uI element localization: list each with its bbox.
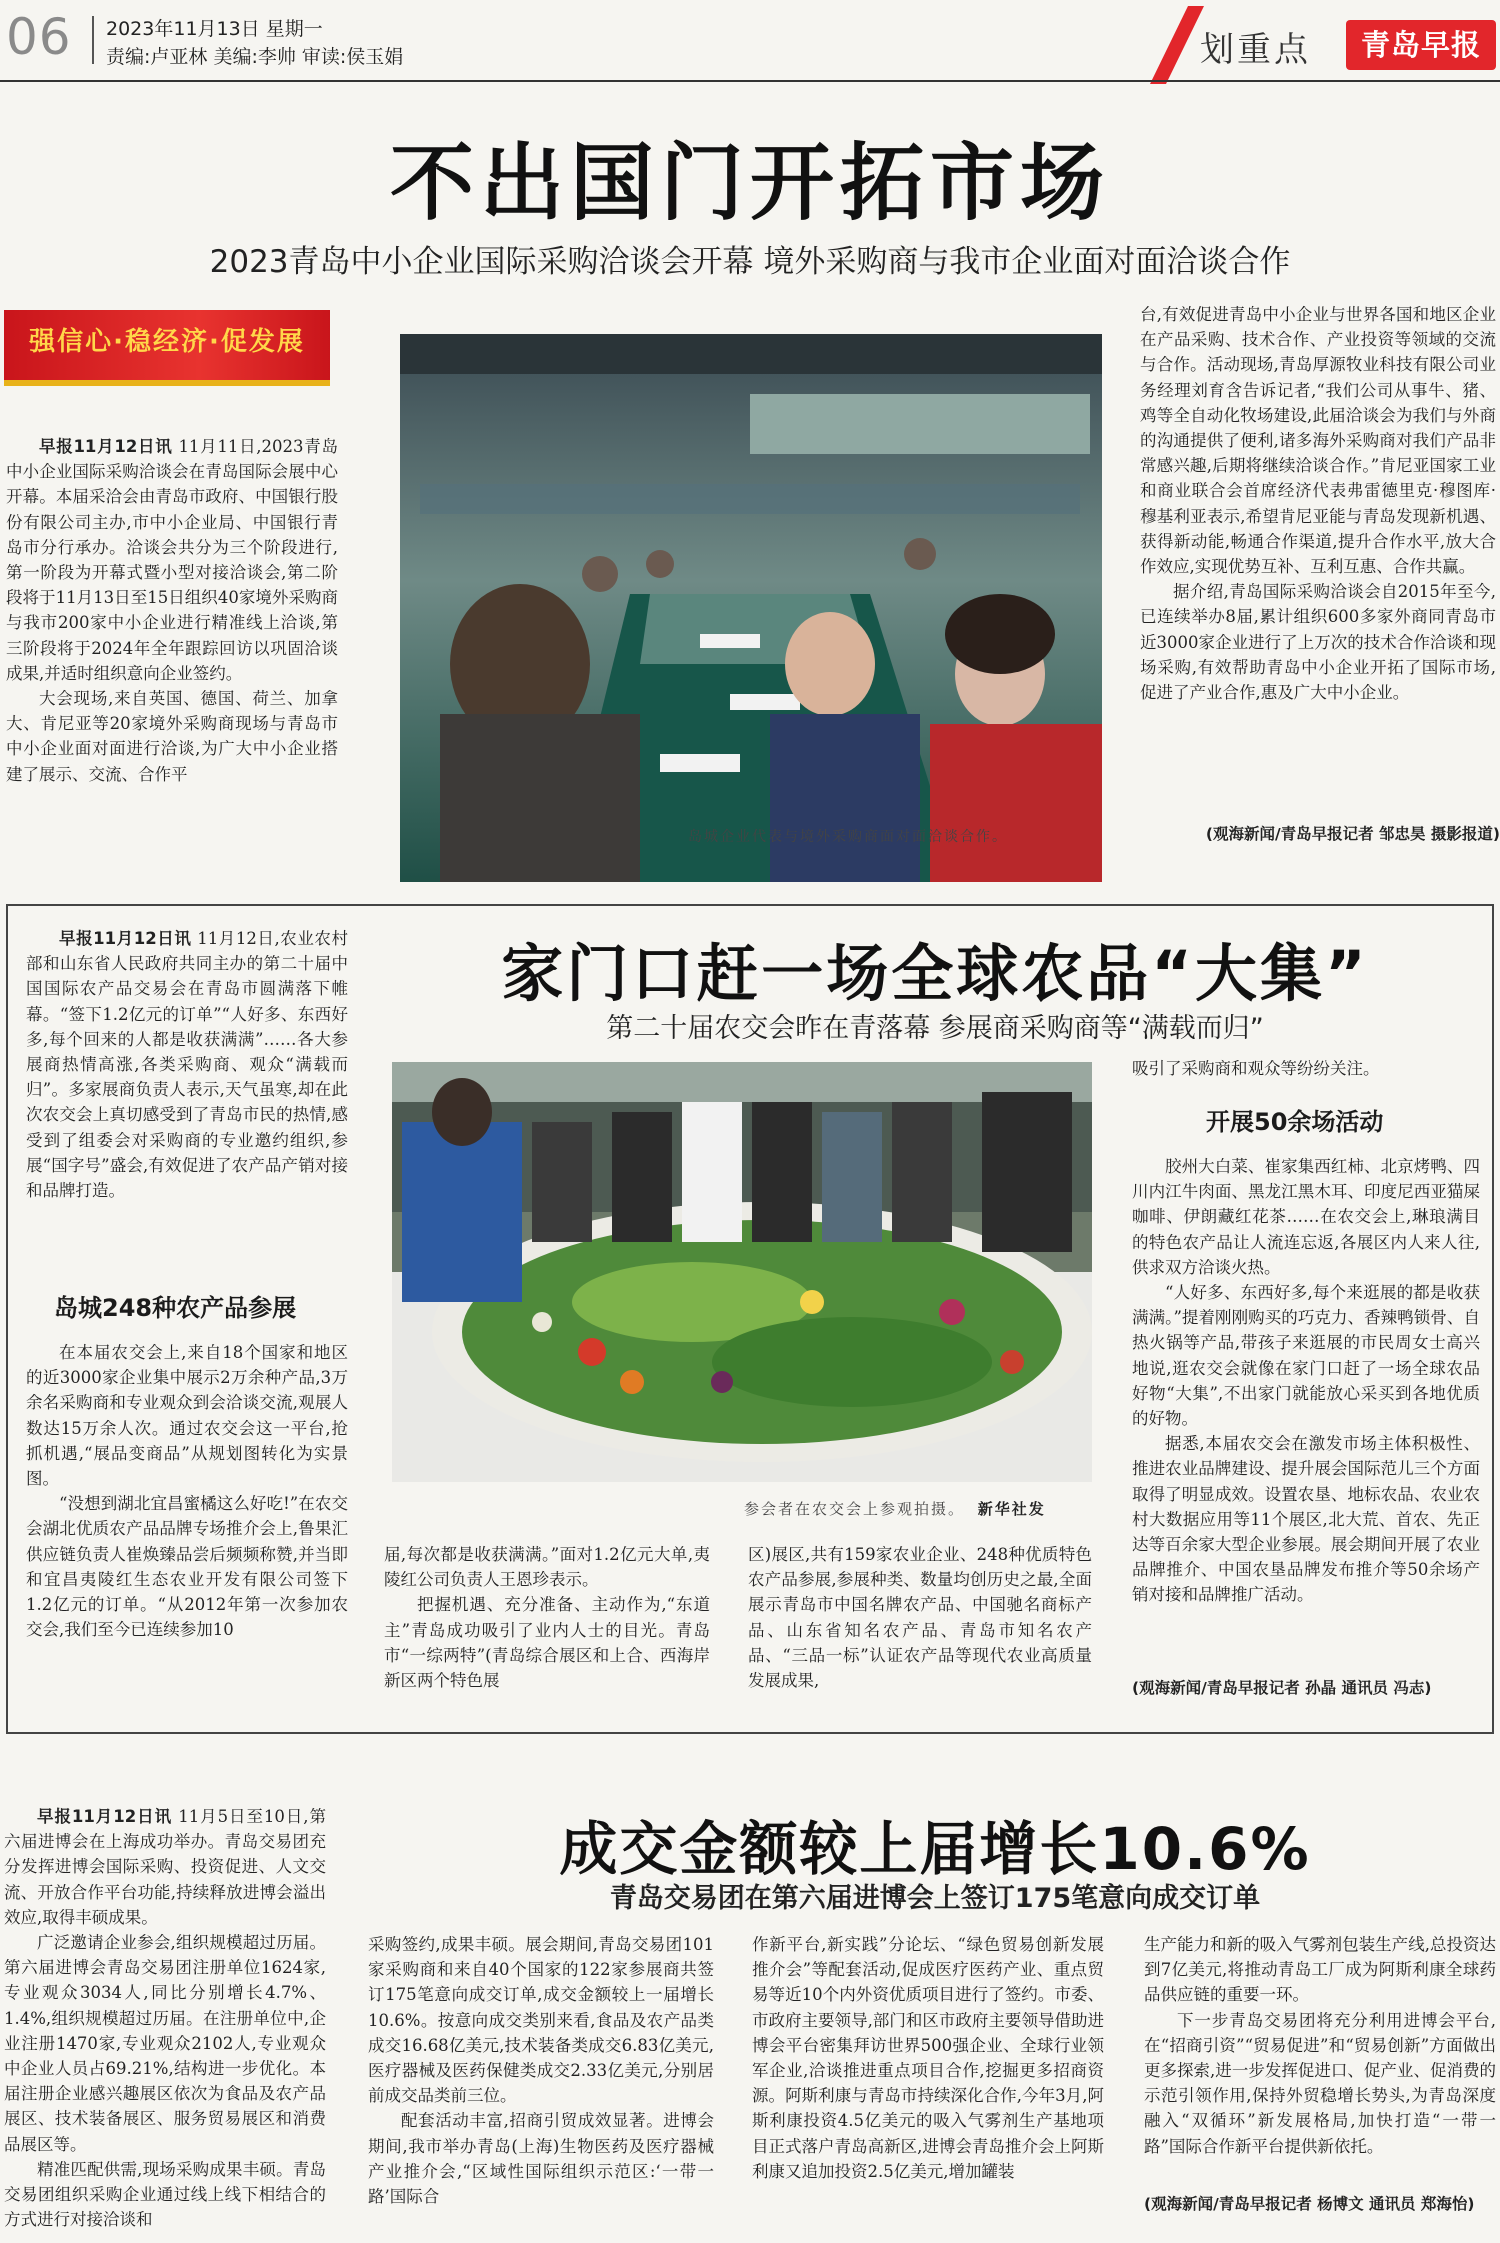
article-1-headline: 不出国门开拓市场 bbox=[389, 134, 1110, 232]
article-2-column-1b: 在本届农交会上,来自18个国家和地区的近3000家企业集中展示2万余种产品,3万余名采购商和专业观众到会洽谈交流,观展人数达15万余人次。通过农交会这一平台,抢抓机遇,“展品变商品”从规划图转化为实景图。 “没想到湖北宜昌蜜橘这么好吃!”在农交会湖北优质农产品品牌专场推介会上,鲁果汇供应链负责人崔焕臻品尝后频频称赞,并当即和宜昌夷陵红生态农业开发有限公司签下1.2亿元的订单。“从2012年第一次参加农交会,我们至今已连续参加10 bbox=[26, 1343, 348, 1640]
article-2-byline: (观海新闻/青岛早报记者 孙晶 通讯员 冯志) bbox=[1132, 1679, 1432, 1697]
campaign-banner bbox=[4, 310, 330, 386]
article-2-headline: 家门口赶一场全球农品“大集” bbox=[501, 937, 1369, 1010]
brand-logo-text: 青岛早报 bbox=[1360, 28, 1481, 62]
section-name: 划重点 bbox=[1200, 30, 1311, 70]
article-3-subheadline: 青岛交易团在第六届进博会上签订175笔意向成交订单 bbox=[609, 1883, 1261, 1914]
article-2-column-4: 吸引了采购商和观众等纷纷关注。 bbox=[1132, 1059, 1380, 1078]
article-2-subheadline: 第二十届农交会昨在青落幕 参展商采购商等“满载而归” bbox=[606, 1013, 1264, 1044]
article-3-column-1: 早报11月12日讯 11月5日至10日,第六届进博会在上海成功举办。青岛交易团充分发挥进博会国际采购、投资促进、人文交流、开放合作平台功能,持续释放进博会溢出效应,取得丰硕成果。 广泛邀请企业参会,组织规模超过历届。第六届进博会青岛交易团注册单位1624家,专业观众3034人,同比分别增长4.7%、1.4%,组织规模超过历届。在注册单位中,企业注册1470家,专业观众2102人,专业观众中企业人员占69.21%,结构进一步优化。本届注册企业感兴趣展区依次为食品及农产品展区、技术装备展区、服务贸易展区和消费品展区等。 精准匹配供需,现场采购成果丰硕。青岛交易团组织采购企业通过线上线下相结合的方式进行对接洽谈和 bbox=[4, 1807, 326, 2230]
page-header bbox=[0, 0, 1500, 82]
article-1-column-1: 早报11月12日讯 11月11日,2023青岛中小企业国际采购洽谈会在青岛国际会展中心开幕。本届采洽会由青岛市政府、中国银行股份有限公司主办,市中小企业局、中国银行青岛市分行承办。洽谈会共分为三个阶段进行,第一阶段为开幕式暨小型对接洽谈会,第二阶段将于11月13日至15日组织40家境外采购商与我市200家中小企业进行精准线上洽谈,第三阶段将于2024年全年跟踪回访以巩固洽谈成果,并适时组织意向企业签约。 大会现场,来自英国、德国、荷兰、加拿大、肯尼亚等20家境外采购商现场与青岛市中小企业面对面进行洽谈,为广大中小企业搭建了展示、交流、合作平 bbox=[6, 437, 338, 784]
article-1-dateline: 早报11月12日讯 bbox=[39, 437, 173, 456]
article-2-dateline: 早报11月12日讯 bbox=[59, 929, 192, 948]
article-2-column-3: 区)展区,共有159家农业企业、248种优质特色农产品参展,参展种类、数量均创历史之最,全面展示青岛市中国名牌农产品、中国驰名商标产品、山东省知名农产品、青岛市知名农产品、“三品一标”认证农产品等现代农业高质量发展成果, bbox=[748, 1545, 1092, 1691]
article-2-photo-credit: 新华社发 bbox=[977, 1500, 1046, 1518]
article-1-byline: (观海新闻/青岛早报记者 邹忠昊 摄影报道) bbox=[1205, 825, 1500, 843]
article-1-column-3: 台,有效促进青岛中小企业与世界各国和地区企业在产品采购、技术合作、产业投资等领域的交流与合作。活动现场,青岛厚源牧业科技有限公司业务经理刘育含告诉记者,“我们公司从事牛、猪、鸡等全自动化牧场建设,此届洽谈会为我们与外商的沟通提供了便利,诸多海外采购商对我们产品非常感兴趣,后期将继续洽谈合作。”肯尼亚国家工业和商业联合会首席经济代表弗雷德里克·穆图库·穆基利亚表示,希望肯尼亚能与青岛发现新机遇、获得新动能,畅通合作渠道,提升合作水平,放大合作效应,实现优势互补、互利互惠、合作共赢。 据介绍,青岛国际采购洽谈会自2015年至今,已连续举办8届,累计组织600多家外商同青岛市近3000家企业进行了上万次的技术合作洽谈和现场采购,有效帮助青岛中小企业开拓了国际市场,促进了产业合作,惠及广大中小企业。 bbox=[1140, 305, 1496, 703]
article-2-subhead-1: 岛城248种农产品参展 bbox=[54, 1294, 297, 1322]
article-2-subhead-2: 开展50余场活动 bbox=[1206, 1108, 1384, 1136]
article-1-photo-caption: 岛城企业代表与境外采购商面对面洽谈合作。 bbox=[688, 829, 1008, 845]
article-3-column-3: 作新平台,新实践”分论坛、“绿色贸易创新发展推介会”等配套活动,促成医疗医药产业、重点贸易等近10个内外资优质项目进行了签约。市委、市政府主要领导,部门和区市政府主要领导借助进博会平台密集拜访世界500强企业、全球行业领军企业,洽谈推进重点项目合作,挖掘更多招商资源。阿斯利康与青岛市持续深化合作,今年3月,阿斯利康投资4.5亿美元的吸入气雾剂生产基地项目正式落户青岛高新区,进博会青岛推介会上阿斯利康又追加投资2.5亿美元,增加罐装 bbox=[752, 1935, 1104, 2181]
section-slash bbox=[1150, 6, 1204, 84]
article-3-column-4: 生产能力和新的吸入气雾剂包装生产线,总投资达到7亿美元,将推动青岛工厂成为阿斯利康全球药品供应链的重要一环。 下一步青岛交易团将充分利用进博会平台,在“招商引资”“贸易促进”和“贸易创新”方面做出更多探索,进一步发挥促进口、促产业、促消费的示范引领作用,保持外贸稳增长势头,为青岛深度融入“双循环”新发展格局,加快打造“一带一路”国际合作新平台提供新依托。 bbox=[1144, 1935, 1496, 2156]
article-1-subheadline: 2023青岛中小企业国际采购洽谈会开幕 境外采购商与我市企业面对面洽谈合作 bbox=[209, 244, 1291, 280]
article-2-photo-caption: 参会者在农交会上参观拍摄。 新华社发 bbox=[744, 1500, 1046, 1518]
article-3 bbox=[0, 1752, 1500, 2243]
article-1 bbox=[0, 82, 1500, 892]
article-2-column-1: 早报11月12日讯 11月12日,农业农村部和山东省人民政府共同主办的第二十届中国国际农产品交易会在青岛市圆满落下帷幕。“签下1.2亿元的订单”“人好多、东西好多,每个回来的人都是收获满满”……各大参展商热情高涨,各类采购商、观众“满载而归”。多家展商负责人表示,天气虽寒,却在此次农交会上真切感受到了青岛市民的热情,感受到了组委会对采购商的专业邀约组织,参展“国字号”盛会,有效促进了农产品产销对接和品牌打造。 bbox=[26, 929, 348, 1201]
article-3-column-2: 采购签约,成果丰硕。展会期间,青岛交易团101家采购商和来自40个国家的122家参展商共签订175笔意向成交订单,成交金额较上一届增长10.6%。按意向成交类别来看,食品及农产品类成交16.68亿美元,技术装备类成交6.83亿美元,医疗器械及医药保健类成交2.33亿美元,分别居前成交品类前三位。 配套活动丰富,招商引贸成效显著。进博会期间,我市举办青岛(上海)生物医药及医疗器械产业推介会,“区域性国际组织示范区:‘一带一路’国际合 bbox=[368, 1935, 714, 2207]
brand-logo bbox=[1346, 20, 1496, 70]
editors-line: 责编:卢亚林 美编:李帅 审读:侯玉娟 bbox=[106, 46, 404, 68]
campaign-banner-text: 强信心·稳经济·促发展 bbox=[29, 327, 305, 357]
article-2 bbox=[0, 904, 1500, 1734]
article-3-dateline: 早报11月12日讯 bbox=[37, 1807, 173, 1826]
article-3-headline: 成交金额较上届增长10.6% bbox=[559, 1815, 1311, 1883]
date-line: 2023年11月13日 星期一 bbox=[106, 18, 323, 40]
page-number: 06 bbox=[6, 8, 72, 66]
article-3-byline: (观海新闻/青岛早报记者 杨博文 通讯员 郑海怡) bbox=[1144, 2195, 1475, 2213]
header-divider bbox=[92, 16, 94, 64]
article-1-photo bbox=[400, 334, 1102, 882]
article-2-photo bbox=[392, 1062, 1092, 1482]
article-2-column-2: 届,每次都是收获满满。”面对1.2亿元大单,夷陵红公司负责人王恩珍表示。 把握机遇、充分准备、主动作为,“东道主”青岛成功吸引了业内人士的目光。青岛市“一综两特”(青岛综合展区和上合、西海岸新区两个特色展 bbox=[384, 1545, 710, 1691]
article-2-column-4b: 胶州大白菜、崔家集西红柿、北京烤鸭、四川内江牛肉面、黑龙江黑木耳、印度尼西亚猫屎咖啡、伊朗藏红花茶……在农交会上,琳琅满目的特色农产品让人流连忘返,各展区内人来人往,供求双方洽谈火热。 “人好多、东西好多,每个来逛展的都是收获满满。”提着刚刚购买的巧克力、香辣鸭锁骨、自热火锅等产品,带孩子来逛展的市民周女士高兴地说,逛农交会就像在家门口赶了一场全球农品好物“大集”,不出家门就能放心采买到各地优质的好物。 据悉,本届农交会在激发市场主体积极性、推进农业品牌建设、提升展会国际范儿三个方面取得了明显成效。设置农垦、地标农品、农业农村大数据应用等11个展区,北大荒、首农、先正达等百余家大型企业参展。展会期间开展了农业品牌推介、中国农垦品牌发布推介等50余场产销对接和品牌推广活动。 bbox=[1132, 1157, 1480, 1605]
